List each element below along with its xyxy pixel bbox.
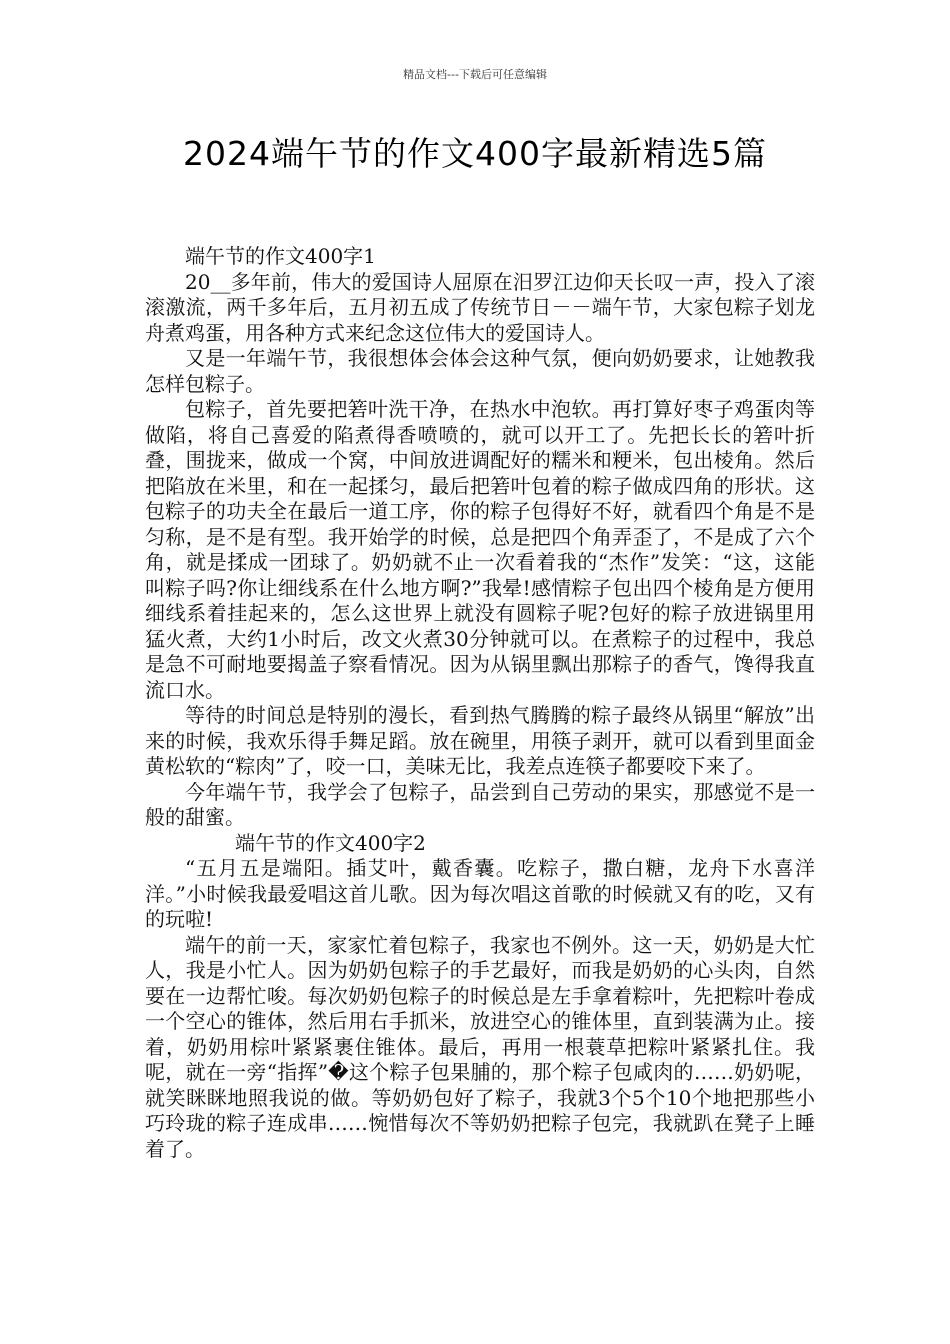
paragraph: 端午的前一天，家家忙着包粽子，我家也不例外。这一天，奶奶是大忙人，我是小忙人。因为奶奶包粽子的手艺最好，而我是奶奶的心头肉，自然要在一边帮忙唆。每次奶奶包粽子的时候总是左手拿着粽叶，先把粽叶卷成一个空心的锥体，然后用右手抓米，放进空心的锥体里，直到装满为止。接着，奶奶用棕叶紧紧裹住锥体。最后，再用一根蓑草把粽叶紧紧扎住。我呢，就在一旁“指挥”�这个粽子包果脯的，那个粽子包咸肉的……奶奶呢，就笑眯眯地照我说的做。等奶奶包好了粽子，我就3个5个10个地把那些小巧玲珑的粽子连成串……惋惜每次不等奶奶把粽子包完，我就趴在凳子上睡着了。 (145, 932, 815, 1161)
document-title: 2024端午节的作文400字最新精选5篇 (183, 134, 767, 173)
paragraph: “五月五是端阳。插艾叶，戴香囊。吃粽子，撒白糖，龙舟下水喜洋洋。”小时候我最爱唱这首儿歌。因为每次唱这首歌的时候就又有的吃，又有的玩啦! (145, 856, 815, 931)
document-body (145, 244, 815, 1162)
paragraph: 等待的时间总是特别的漫长，看到热气腾腾的粽子最终从锅里“解放”出来的时候，我欢乐得手舞足蹈。放在碗里，用筷子剥开，就可以看到里面金黄松软的“粽肉”了，咬一口，美味无比，我差点连筷子都要咬下来了。 (145, 703, 815, 778)
section-heading-1: 端午节的作文400字1 (185, 244, 376, 268)
paragraph: 包粽子，首先要把箬叶洗干净，在热水中泡软。再打算好枣子鸡蛋肉等做陷，将自己喜爱的陷煮得香喷喷的，就可以开工了。先把长长的箬叶折叠，围拢来，做成一个窝，中间放进调配好的糯米和粳米，包出棱角。然后把陷放在米里，和在一起揉匀，最后把箬叶包着的粽子做成四角的形状。这包粽子的功夫全在最后一道工序，你的粽子包得好不好，就看四个角是不是匀称，是不是有型。我开始学的时候，总是把四个角弄歪了，不是成了六个角，就是揉成一团球了。奶奶就不止一次看着我的“杰作”发笑：“这，这能叫粽子吗?你让细线系在什么地方啊?”我晕!感情粽子包出四个棱角是方便用细线系着挂起来的，怎么这世界上就没有圆粽子呢?包好的粽子放进锅里用猛火煮，大约1小时后，改文火煮30分钟就可以。在煮粽子的过程中，我总是急不可耐地要揭盖子察看情况。因为从锅里飘出那粽子的香气，馋得我直流口水。 (145, 397, 815, 702)
header-note: 精品文档---下载后可任意编辑 (403, 68, 547, 81)
section-heading-2: 端午节的作文400字2 (235, 830, 426, 855)
paragraph: 又是一年端午节，我很想体会体会这种气氛，便向奶奶要求，让她教我怎样包粽子。 (145, 346, 815, 396)
paragraph: 20__多年前，伟大的爱国诗人屈原在汨罗江边仰天长叹一声，投入了滚滚激流，两千多年后，五月初五成了传统节日－－端午节，大家包粽子划龙舟煮鸡蛋，用各种方式来纪念这位伟大的爱国诗人。 (145, 269, 815, 345)
paragraph: 今年端午节，我学会了包粽子，品尝到自己劳动的果实，那感觉不是一般的甜蜜。 (145, 779, 815, 829)
